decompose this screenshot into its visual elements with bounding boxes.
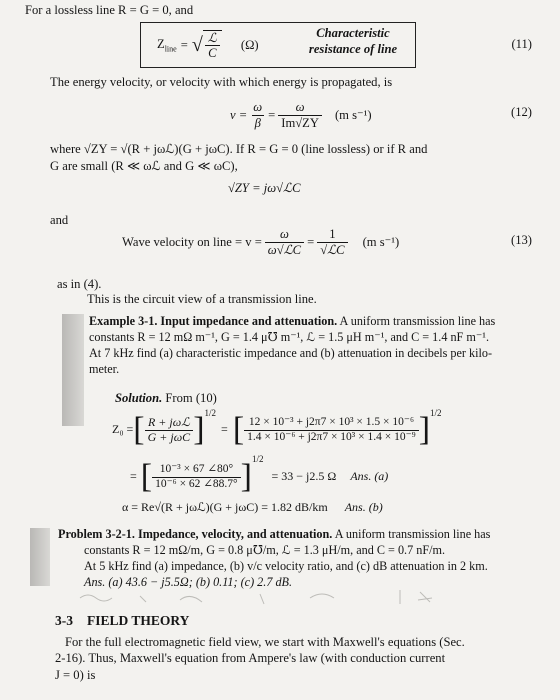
circuit-view-text: This is the circuit view of a transmission line.: [87, 292, 317, 306]
attenuation-equation: α = Re√(R + jωℒ)(G + jωC) = 1.82 dB/km Ans. (b): [122, 500, 383, 514]
where-line-1: where √ZY = √(R + jωℒ)(G + jωC). If R = G = 0 (line lossless) or if R and: [50, 142, 428, 156]
and-word: and: [50, 213, 69, 227]
as-in-text: as in (4).: [57, 277, 102, 291]
problem-shade-bar: [30, 528, 50, 586]
faint-handwriting-marks: [70, 586, 450, 608]
example-3-1: Example 3-1. Input impedance and attenuation. A uniform transmission line has constants R = 12 mΩ m⁻¹, G = 1.4 μ℧ m⁻¹, ℒ = 1.5 μH m⁻¹, and C = 1.4 nF m⁻¹. At 7 kHz find (a) characteristic impedance and (b) attenuation in decibels per kilo- meter.: [89, 314, 496, 376]
eq12-number: (12): [511, 105, 532, 119]
intro-line: For a lossless line R = G = 0, and: [25, 3, 194, 17]
eq11-denominator: C: [205, 45, 219, 60]
section-heading: 3-3 FIELD THEORY: [55, 613, 190, 628]
where-line-2: G are small (R ≪ ωℒ and G ≪ ωC),: [50, 159, 238, 173]
energy-sentence: The energy velocity, or velocity with which energy is propagated, is: [50, 75, 393, 89]
eq11-caption: Characteristic resistance of line: [308, 26, 398, 56]
eq11-number: (11): [511, 37, 532, 51]
equation-11: $Z_{line}$ = √ $\frac{\text{ℒ}}{C}$ (Ω): [157, 30, 259, 60]
example-shade-bar: [62, 314, 84, 426]
equation-12: v = $\frac{\omega}{\beta}$ = $\frac{\omega}{Im√ZY}$ (m s⁻¹): [230, 100, 372, 130]
eq11-unit: (Ω): [240, 37, 259, 52]
solution-z0-equation: Z₀ = [ $\frac{\text{R + jωℒ}}{\text{G + jωC}}$ ] $^{1/2}$ = [ $\frac{\text{12 × 10⁻³ + j2π7 × 10³ × 1.5 × 10⁻⁶}}{\text{1.4 × 10⁻⁶ + j2π7 × 10³ × 1.4 × 10⁻⁹}}$ ] $^{1/2}$: [112, 408, 442, 448]
equation-13: Wave velocity on line = v = $\frac{\omega}{\text{ω√ℒC}}$ = $\frac{1}{\text{√ℒC}}$ (m s⁻¹): [122, 227, 400, 257]
sqrt-zy-equation: √ZY = jω√ℒC: [228, 181, 301, 195]
field-theory-paragraph: For the full electromagnetic field view, we start with Maxwell's equations (Sec. 2-16). Thus, Maxwell's equation from Ampere's law (with conduction current J = 0) is: [55, 635, 465, 682]
eq13-number: (13): [511, 233, 532, 247]
problem-3-2-1: Problem 3-2-1. Impedance, velocity, and attenuation. A uniform transmission line has constants R = 12 mΩ/m, G = 0.8 μ℧/m, ℒ = 1.3 μH/m, and C = 0.7 nF/m. At 5 kHz find (a) impedance, (b) v/c velocity ratio, and (c) dB attenuation in 2 km. Ans. (a) 43.6 − j5.5Ω; (b) 0.11; (c) 2.7 dB.: [58, 527, 491, 589]
eq11-numerator: ℒ: [207, 30, 217, 45]
solution-heading: Solution. From (10): [115, 391, 217, 405]
z-line-symbol: $Z_{line}$: [157, 36, 177, 54]
solution-result-equation: = [ $\frac{\text{10⁻³ × 67 ∠80°}}{\text{10⁻⁶ × 62 ∠88.7°}}$ ] $^{1/2}$ = 33 − j2.5 Ω Ans. (a): [130, 454, 389, 495]
